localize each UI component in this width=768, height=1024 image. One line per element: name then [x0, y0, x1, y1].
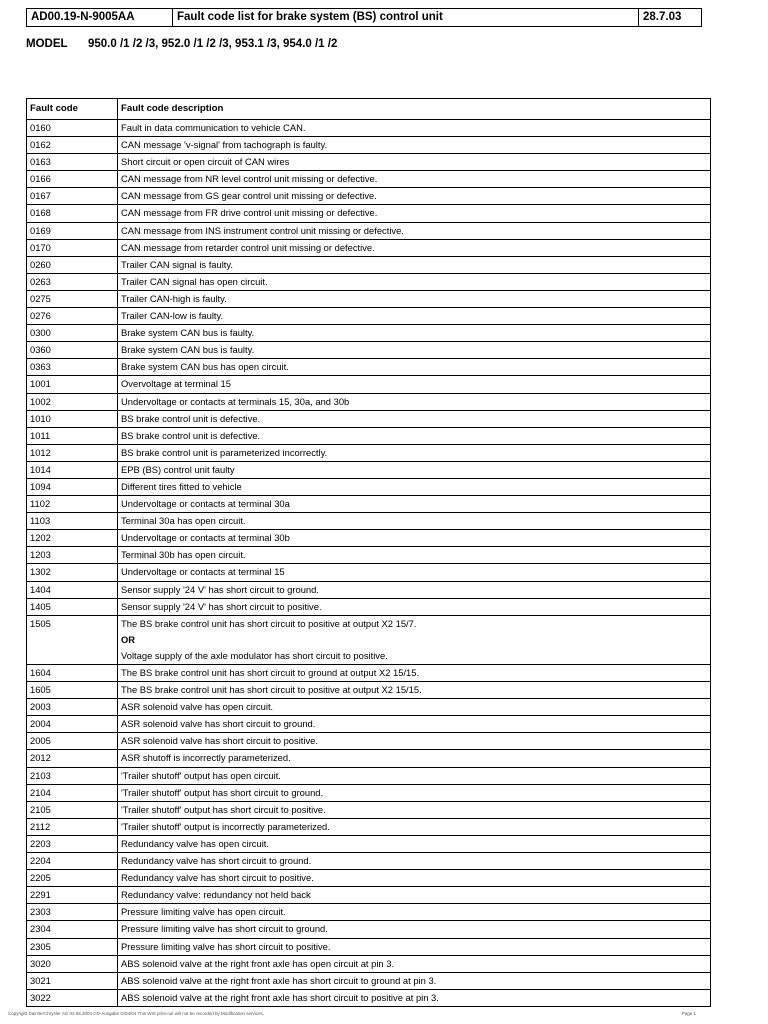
description-line: Undervoltage or contacts at terminal 30b — [121, 532, 290, 544]
table-row — [27, 665, 711, 682]
fault-code-cell: 3022 — [27, 989, 118, 1006]
table-row — [27, 513, 711, 530]
fault-code-cell: 0160 — [27, 120, 118, 137]
description-line: EPB (BS) control unit faulty — [121, 463, 235, 475]
description-line: Undervoltage or contacts at terminal 15 — [121, 566, 285, 578]
fault-code-cell: 2003 — [27, 699, 118, 716]
description-line: ASR shutoff is incorrectly parameterized. — [121, 752, 291, 764]
table-row — [27, 870, 711, 887]
fault-description-cell — [118, 598, 711, 615]
description-line: Trailer CAN-high is faulty. — [121, 292, 227, 304]
description-line: BS brake control unit is defective. — [121, 412, 261, 424]
fault-description-cell — [118, 188, 711, 205]
fault-description-cell — [118, 308, 711, 325]
description-line: BS brake control unit is defective. — [121, 429, 261, 441]
fault-code-cell: 0276 — [27, 308, 118, 325]
fault-description-cell — [118, 870, 711, 887]
description-line: ASR solenoid valve has short circuit to positive. — [121, 735, 318, 747]
fault-description-cell — [118, 615, 711, 664]
fault-description-cell — [118, 767, 711, 784]
fault-code-cell: 0260 — [27, 256, 118, 273]
description-line: 'Trailer shutoff' output has short circuit to ground. — [121, 786, 324, 798]
description-line: Terminal 30a has open circuit. — [121, 515, 246, 527]
fault-code-cell: 0169 — [27, 222, 118, 239]
description-line: CAN message from FR drive control unit missing or defective. — [121, 207, 378, 219]
description-line: Sensor supply '24 V' has short circuit to ground. — [121, 583, 319, 595]
fault-description-cell — [118, 938, 711, 955]
fault-description-cell — [118, 222, 711, 239]
table-row — [27, 478, 711, 495]
fault-code-rows — [27, 120, 711, 1007]
description-line: Redundancy valve: redundancy not held back — [121, 889, 311, 901]
fault-code-cell: 1012 — [27, 444, 118, 461]
description-line: ABS solenoid valve at the right front axle has open circuit at pin 3. — [121, 957, 395, 969]
description-line: Redundancy valve has open circuit. — [121, 837, 270, 849]
table-row — [27, 801, 711, 818]
document-title: Fault code list for brake system (BS) control unit — [173, 9, 639, 26]
table-row — [27, 410, 711, 427]
fault-code-cell: 0163 — [27, 154, 118, 171]
fault-code-cell: 1010 — [27, 410, 118, 427]
fault-code-cell: 2005 — [27, 733, 118, 750]
fault-description-cell — [118, 342, 711, 359]
table-row — [27, 716, 711, 733]
description-line: Brake system CAN bus is faulty. — [121, 344, 255, 356]
fault-description-cell — [118, 733, 711, 750]
table-row — [27, 120, 711, 137]
table-row — [27, 427, 711, 444]
table-row — [27, 598, 711, 615]
fault-code-cell: 1002 — [27, 393, 118, 410]
table-row — [27, 530, 711, 547]
fault-code-cell: 0170 — [27, 239, 118, 256]
fault-description-cell — [118, 835, 711, 852]
table-row — [27, 767, 711, 784]
fault-description-cell — [118, 325, 711, 342]
description-line: ABS solenoid valve at the right front axle has short circuit to positive at pin 3. — [121, 991, 439, 1003]
table-row — [27, 921, 711, 938]
table-row — [27, 171, 711, 188]
fault-code-cell: 1102 — [27, 496, 118, 513]
table-row — [27, 904, 711, 921]
fault-description-cell — [118, 904, 711, 921]
fault-description-cell — [118, 239, 711, 256]
model-label: MODEL — [26, 38, 68, 50]
fault-description-cell — [118, 989, 711, 1006]
fault-code-cell: 1014 — [27, 461, 118, 478]
description-line: 'Trailer shutoff' output has short circuit to positive. — [121, 803, 326, 815]
column-header-description: Fault code description — [118, 99, 711, 120]
table-row — [27, 615, 711, 664]
fault-code-cell: 0363 — [27, 359, 118, 376]
description-line: Different tires fitted to vehicle — [121, 480, 242, 492]
fault-code-cell: 1094 — [27, 478, 118, 495]
description-line: Trailer CAN signal has open circuit. — [121, 275, 268, 287]
description-line: Terminal 30b has open circuit. — [121, 549, 246, 561]
description-line: ABS solenoid valve at the right front axle has short circuit to ground at pin 3. — [121, 974, 437, 986]
fault-code-cell: 1001 — [27, 376, 118, 393]
description-line: Brake system CAN bus has open circuit. — [121, 361, 289, 373]
table-row — [27, 972, 711, 989]
fault-description-cell — [118, 801, 711, 818]
description-line: Fault in data communication to vehicle CAN. — [121, 122, 306, 133]
fault-description-cell — [118, 256, 711, 273]
fault-code-cell: 2103 — [27, 767, 118, 784]
table-row — [27, 496, 711, 513]
fault-description-cell — [118, 393, 711, 410]
fault-description-cell — [118, 444, 711, 461]
fault-description-cell — [118, 376, 711, 393]
fault-code-cell: 1302 — [27, 564, 118, 581]
table-row — [27, 887, 711, 904]
description-line: 'Trailer shutoff' output has open circuit. — [121, 769, 281, 781]
column-header-fault-code: Fault code — [27, 99, 118, 120]
fault-description-cell — [118, 547, 711, 564]
table-row — [27, 308, 711, 325]
table-row — [27, 137, 711, 154]
description-line: Trailer CAN-low is faulty. — [121, 310, 224, 322]
fault-description-cell — [118, 154, 711, 171]
fault-code-cell: 0162 — [27, 137, 118, 154]
fault-description-cell — [118, 682, 711, 699]
description-line: Overvoltage at terminal 15 — [121, 378, 231, 390]
description-line: Short circuit or open circuit of CAN wires — [121, 156, 290, 168]
fault-description-cell — [118, 564, 711, 581]
fault-description-cell — [118, 750, 711, 767]
description-line: Undervoltage or contacts at terminal 30a — [121, 498, 290, 510]
fault-description-cell — [118, 513, 711, 530]
table-row — [27, 938, 711, 955]
fault-description-cell — [118, 665, 711, 682]
table-row — [27, 682, 711, 699]
description-line: Trailer CAN signal is faulty. — [121, 258, 234, 270]
fault-code-cell: 0166 — [27, 171, 118, 188]
fault-code-cell: 2004 — [27, 716, 118, 733]
fault-code-cell: 1103 — [27, 513, 118, 530]
fault-description-cell — [118, 972, 711, 989]
document-header — [26, 8, 702, 27]
table-row — [27, 222, 711, 239]
fault-code-cell: 0263 — [27, 273, 118, 290]
fault-description-cell — [118, 530, 711, 547]
table-row — [27, 342, 711, 359]
fault-description-cell — [118, 410, 711, 427]
fault-code-cell: 3021 — [27, 972, 118, 989]
description-line: ASR solenoid valve has open circuit. — [121, 701, 274, 713]
description-line: ASR solenoid valve has short circuit to ground. — [121, 718, 316, 730]
fault-description-cell — [118, 290, 711, 307]
table-header-row — [27, 99, 711, 120]
description-line: CAN message from retarder control unit missing or defective. — [121, 241, 375, 253]
fault-description-cell — [118, 581, 711, 598]
fault-code-cell: 0275 — [27, 290, 118, 307]
description-line: BS brake control unit is parameterized incorrectly. — [121, 446, 328, 458]
fault-description-cell — [118, 818, 711, 835]
model-line — [26, 38, 337, 50]
description-line: Redundancy valve has short circuit to ground. — [121, 855, 312, 867]
fault-code-cell: 2203 — [27, 835, 118, 852]
description-line: Redundancy valve has short circuit to positive. — [121, 872, 314, 884]
table-row — [27, 444, 711, 461]
fault-code-cell: 1011 — [27, 427, 118, 444]
description-or-separator: OR — [121, 633, 136, 645]
fault-description-cell — [118, 921, 711, 938]
fault-code-cell: 1203 — [27, 547, 118, 564]
table-row — [27, 325, 711, 342]
description-line: CAN message 'v-signal' from tachograph is faulty. — [121, 139, 328, 151]
table-row — [27, 239, 711, 256]
table-row — [27, 750, 711, 767]
table-row — [27, 359, 711, 376]
fault-code-cell: 2303 — [27, 904, 118, 921]
fault-description-cell — [118, 137, 711, 154]
fault-code-cell: 0300 — [27, 325, 118, 342]
fault-description-cell — [118, 955, 711, 972]
description-line: CAN message from GS gear control unit missing or defective. — [121, 190, 377, 202]
fault-description-cell — [118, 784, 711, 801]
fault-code-cell: 2305 — [27, 938, 118, 955]
fault-code-cell: 2105 — [27, 801, 118, 818]
fault-code-cell: 1505 — [27, 615, 118, 664]
fault-code-cell: 2291 — [27, 887, 118, 904]
fault-code-cell: 2304 — [27, 921, 118, 938]
fault-description-cell — [118, 496, 711, 513]
fault-code-cell: 1404 — [27, 581, 118, 598]
table-row — [27, 547, 711, 564]
fault-code-cell: 2205 — [27, 870, 118, 887]
fault-description-cell — [118, 205, 711, 222]
table-row — [27, 461, 711, 478]
fault-description-cell — [118, 699, 711, 716]
description-line: CAN message from INS instrument control unit missing or defective. — [121, 224, 404, 236]
fault-description-cell — [118, 478, 711, 495]
table-row — [27, 290, 711, 307]
table-row — [27, 256, 711, 273]
table-row — [27, 581, 711, 598]
document-date: 28.7.03 — [643, 11, 682, 23]
fault-code-cell: 1604 — [27, 665, 118, 682]
table-row — [27, 154, 711, 171]
table-row — [27, 393, 711, 410]
copyright-footer: Copyright DaimlerChrysler AG 02.06.2004 CD-Ausgabe G/04/04 This WIS print-out will not be recorded by Modification services. — [8, 1011, 265, 1016]
table-row — [27, 784, 711, 801]
table-row — [27, 699, 711, 716]
table-row — [27, 273, 711, 290]
table-row — [27, 955, 711, 972]
fault-code-cell: 2204 — [27, 853, 118, 870]
fault-code-cell: 3020 — [27, 955, 118, 972]
fault-code-cell: 2112 — [27, 818, 118, 835]
table-row — [27, 733, 711, 750]
table-row — [27, 853, 711, 870]
description-line: Pressure limiting valve has short circuit to ground. — [121, 923, 328, 935]
description-line: Pressure limiting valve has short circuit to positive. — [121, 940, 331, 952]
table-row — [27, 376, 711, 393]
fault-description-cell — [118, 887, 711, 904]
document-id: AD00.19-N-9005AA — [27, 9, 173, 26]
description-line: The BS brake control unit has short circuit to positive at output X2 15/7. — [121, 617, 417, 629]
fault-code-cell: 2012 — [27, 750, 118, 767]
fault-description-cell — [118, 359, 711, 376]
description-line: Voltage supply of the axle modulator has short circuit to positive. — [121, 649, 388, 661]
page-number: Page 1 — [681, 1011, 696, 1016]
fault-description-cell — [118, 716, 711, 733]
table-row — [27, 205, 711, 222]
fault-code-cell: 0168 — [27, 205, 118, 222]
table-row — [27, 818, 711, 835]
table-row — [27, 564, 711, 581]
description-line: Undervoltage or contacts at terminals 15, 30a, and 30b — [121, 395, 350, 407]
fault-code-cell: 1405 — [27, 598, 118, 615]
table-row — [27, 989, 711, 1006]
fault-description-cell — [118, 273, 711, 290]
description-line: Brake system CAN bus is faulty. — [121, 327, 255, 339]
fault-code-cell: 0167 — [27, 188, 118, 205]
fault-code-cell: 0360 — [27, 342, 118, 359]
fault-code-cell: 1202 — [27, 530, 118, 547]
fault-code-table — [26, 98, 711, 1007]
description-line: The BS brake control unit has short circuit to ground at output X2 15/15. — [121, 667, 420, 678]
description-line: Pressure limiting valve has open circuit. — [121, 906, 286, 918]
description-line: Sensor supply '24 V' has short circuit to positive. — [121, 600, 322, 612]
fault-description-cell — [118, 120, 711, 137]
fault-code-cell: 2104 — [27, 784, 118, 801]
table-row — [27, 835, 711, 852]
description-line: 'Trailer shutoff' output is incorrectly parameterized. — [121, 820, 330, 832]
fault-description-cell — [118, 427, 711, 444]
fault-code-cell: 1605 — [27, 682, 118, 699]
model-value: 950.0 /1 /2 /3, 952.0 /1 /2 /3, 953.1 /3, 954.0 /1 /2 — [88, 38, 338, 50]
fault-description-cell — [118, 171, 711, 188]
table-row — [27, 188, 711, 205]
description-line: The BS brake control unit has short circuit to positive at output X2 15/15. — [121, 684, 422, 696]
description-line: CAN message from NR level control unit missing or defective. — [121, 173, 378, 185]
fault-description-cell — [118, 461, 711, 478]
fault-description-cell — [118, 853, 711, 870]
